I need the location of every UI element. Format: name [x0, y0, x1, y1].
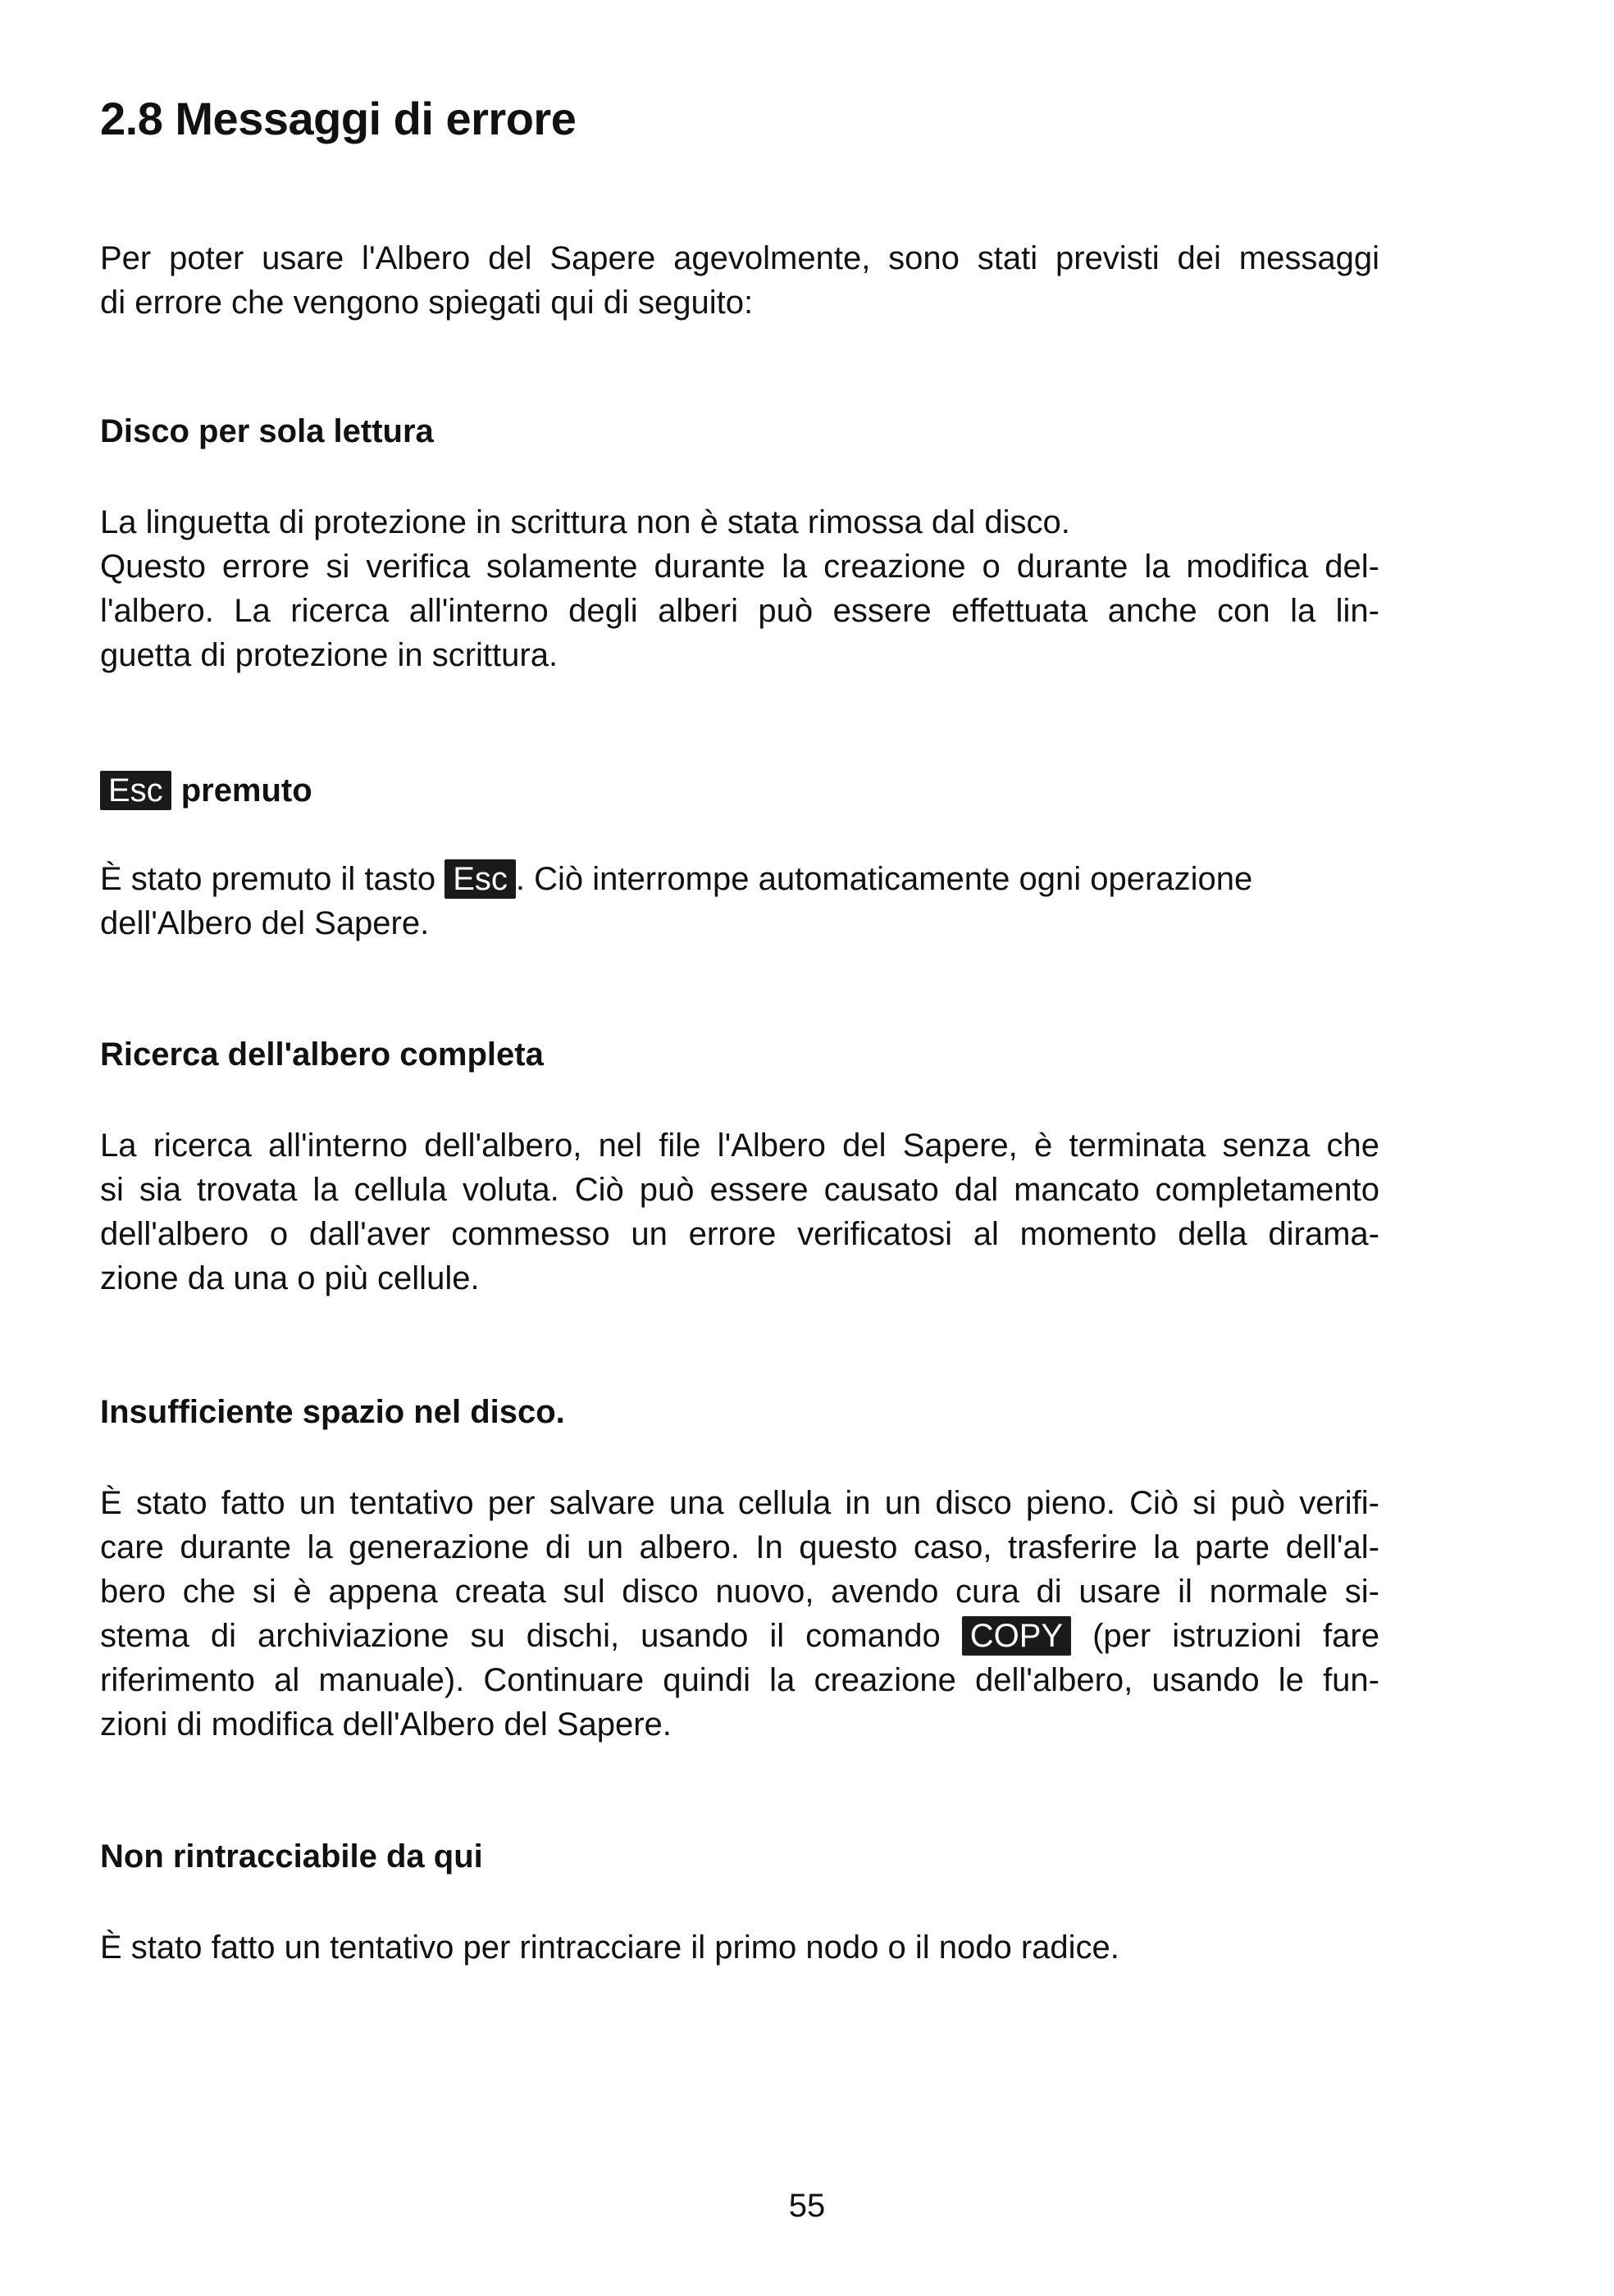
- text-line: La ricerca all'interno dell'albero, nel file l'Albero del Sapere, è terminata senza che: [100, 1128, 1379, 1164]
- page-title: 2.8 Messaggi di errore: [100, 93, 577, 144]
- section-body-esc: [100, 857, 1379, 945]
- text-line: dell'Albero del Sapere.: [100, 905, 430, 941]
- text-line: dell'albero o dall'aver commesso un errore verificatosi al momento della dirama-: [100, 1216, 1379, 1252]
- copy-key-badge: COPY: [962, 1616, 1071, 1656]
- text-line: [100, 1614, 1379, 1658]
- text-line: Per poter usare l'Albero del Sapere agevolmente, sono stati previsti dei messaggi: [100, 240, 1379, 276]
- section-body-spazio: [100, 1481, 1379, 1747]
- section-heading-disco: Disco per sola lettura: [100, 413, 434, 449]
- section-heading-spazio: Insufficiente spazio nel disco.: [100, 1394, 565, 1430]
- text-line: guetta di protezione in scrittura.: [100, 637, 559, 673]
- text-fragment: . Ciò interrompe automaticamente ogni operazione: [515, 861, 1253, 897]
- text-line: zione da una o più cellule.: [100, 1260, 480, 1296]
- text-line: riferimento al manuale). Continuare quindi la creazione dell'albero, usando le fun-: [100, 1662, 1379, 1698]
- text-fragment: stema di archiviazione su dischi, usando il comando: [100, 1618, 941, 1654]
- text-line: bero che si è appena creata sul disco nuovo, avendo cura di usare il normale si-: [100, 1574, 1379, 1610]
- section-body-disco: [100, 500, 1379, 677]
- section-body-ricerca: [100, 1123, 1379, 1301]
- intro-paragraph: [100, 236, 1379, 325]
- section-heading-esc: [100, 771, 312, 810]
- text-line: [100, 857, 1379, 901]
- esc-key-badge: Esc: [445, 859, 516, 899]
- text-line: È stato fatto un tentativo per salvare una cellula in un disco pieno. Ciò si può verifi-: [100, 1485, 1379, 1521]
- text-fragment: (per istruzioni fare: [1092, 1618, 1379, 1654]
- text-line: l'albero. La ricerca all'interno degli alberi può essere effettuata anche con la lin-: [100, 593, 1379, 629]
- section-heading-ricerca: Ricerca dell'albero completa: [100, 1036, 544, 1073]
- text-line: La linguetta di protezione in scrittura non è stata rimossa dal disco.: [100, 504, 1070, 540]
- text-line: care durante la generazione di un albero. In questo caso, trasferire la parte dell'al-: [100, 1529, 1379, 1565]
- esc-key-badge: Esc: [100, 771, 171, 810]
- text-line: si sia trovata la cellula voluta. Ciò può essere causato dal mancato completamento: [100, 1172, 1379, 1208]
- section-heading-rintracciabile: Non rintracciabile da qui: [100, 1838, 483, 1875]
- section-heading-text: premuto: [180, 772, 312, 809]
- page-number: 55: [788, 2188, 826, 2224]
- text-fragment: È stato premuto il tasto: [100, 861, 436, 897]
- text-line: di errore che vengono spiegati qui di seguito:: [100, 285, 754, 321]
- text-line: Questo errore si verifica solamente durante la creazione o durante la modifica del-: [100, 549, 1379, 585]
- text-line: zioni di modifica dell'Albero del Sapere.: [100, 1706, 672, 1742]
- text-line: È stato fatto un tentativo per rintracciare il primo nodo o il nodo radice.: [100, 1929, 1119, 1966]
- section-body-rintracciabile: [100, 1925, 1379, 1970]
